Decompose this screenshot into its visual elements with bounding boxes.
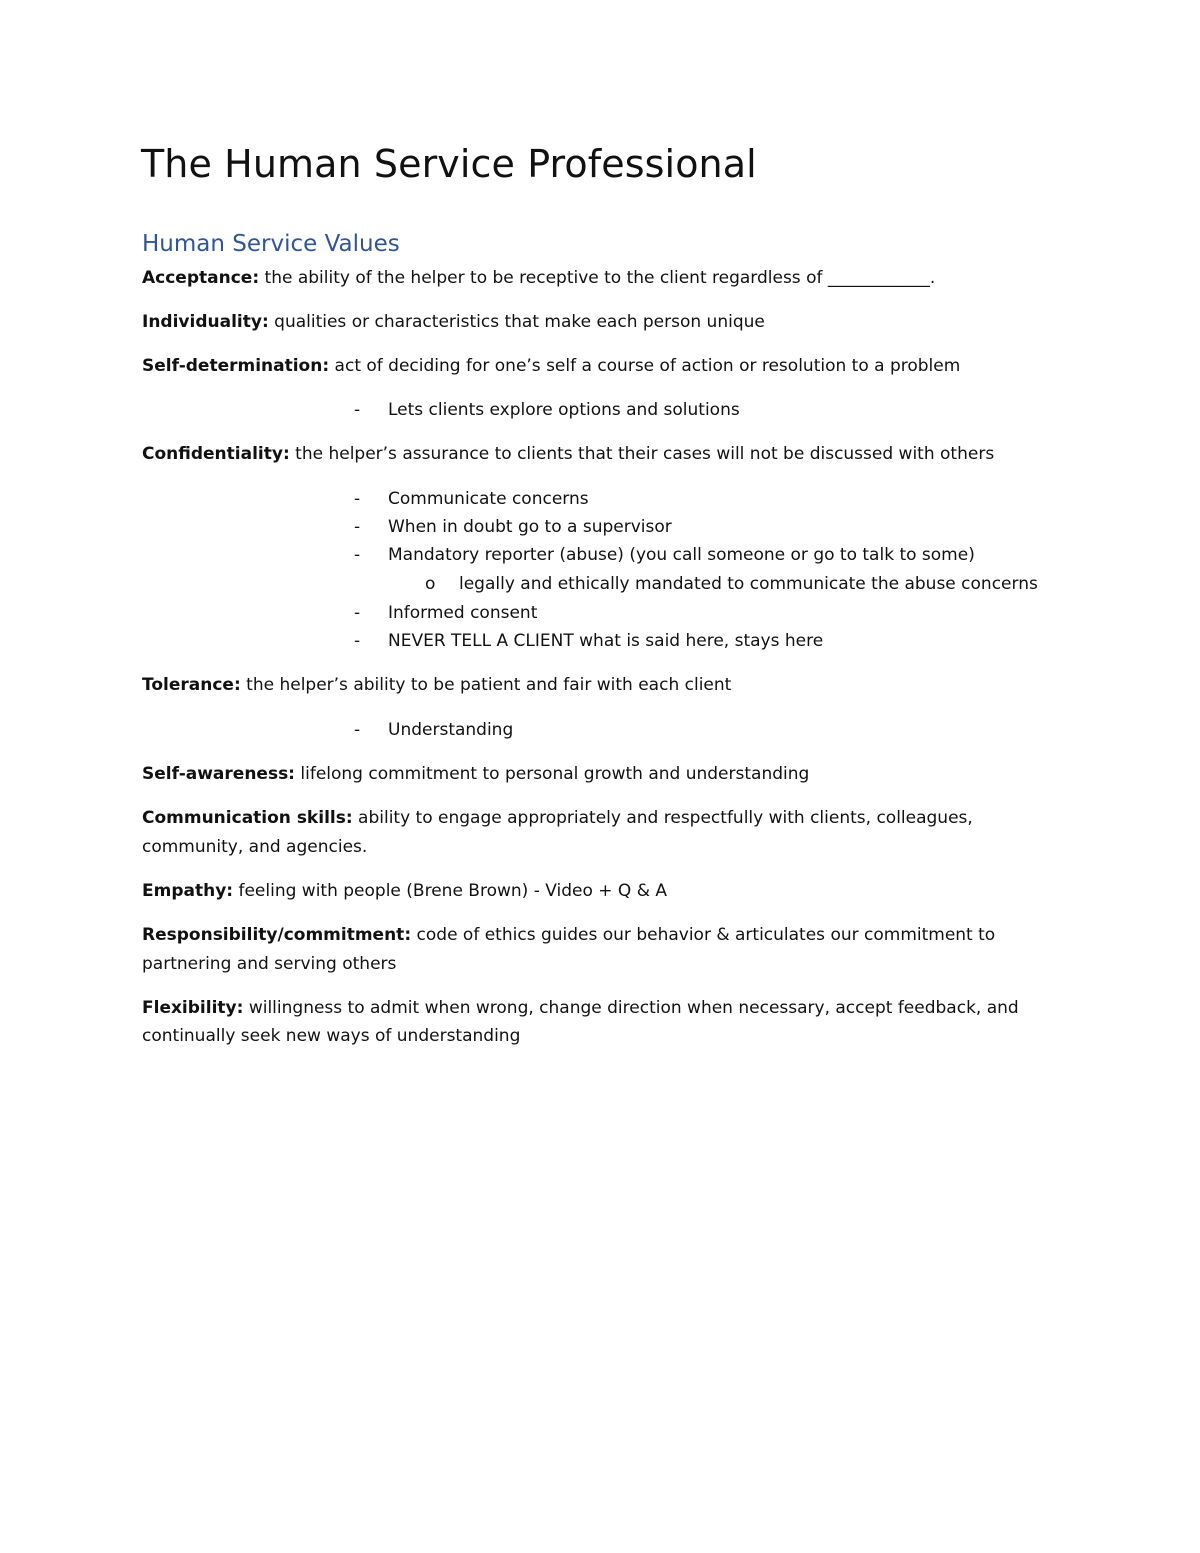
definition-text: qualities or characteristics that make each person unique bbox=[268, 312, 765, 332]
entry-acceptance bbox=[142, 266, 935, 290]
term-label: Acceptance: bbox=[142, 268, 260, 288]
definition-text: act of deciding for one’s self a course of action or resolution to a problem bbox=[329, 356, 961, 376]
definition-text: code of ethics guides our behavior & articulates our commitment to bbox=[411, 925, 996, 945]
entry-responsibility bbox=[142, 923, 995, 947]
definition-continuation: partnering and serving others bbox=[142, 954, 397, 974]
entry-communication-skills bbox=[142, 806, 973, 830]
list-item-text: NEVER TELL A CLIENT what is said here, stays here bbox=[388, 631, 824, 651]
bullet-mark: - bbox=[354, 720, 361, 740]
definition-text: the ability of the helper to be receptive to the client regardless of ____________. bbox=[259, 268, 936, 288]
entry-confidentiality bbox=[142, 442, 994, 466]
list-item-text: legally and ethically mandated to communicate the abuse concerns bbox=[459, 574, 1038, 594]
term-label: Individuality: bbox=[142, 312, 269, 332]
bullet-mark: - bbox=[354, 400, 361, 420]
list-item-text: Informed consent bbox=[388, 603, 538, 623]
entry-flexibility bbox=[142, 996, 1019, 1020]
bullet-mark: - bbox=[354, 603, 361, 623]
definition-text: the helper’s assurance to clients that their cases will not be discussed with others bbox=[289, 444, 995, 464]
page-title: The Human Service Professional bbox=[141, 142, 757, 186]
entry-individuality bbox=[142, 310, 765, 334]
term-label: Self-awareness: bbox=[142, 764, 295, 784]
bullet-mark: - bbox=[354, 517, 361, 537]
term-label: Empathy: bbox=[142, 881, 234, 901]
entry-tolerance bbox=[142, 673, 731, 697]
term-label: Confidentiality: bbox=[142, 444, 290, 464]
definition-text: feeling with people (Brene Brown) - Video + Q & A bbox=[233, 881, 667, 901]
definition-text: ability to engage appropriately and respectfully with clients, colleagues, bbox=[352, 808, 973, 828]
sub-bullet-mark: o bbox=[425, 574, 436, 594]
term-label: Tolerance: bbox=[142, 675, 241, 695]
entry-empathy bbox=[142, 879, 667, 903]
definition-text: the helper’s ability to be patient and fair with each client bbox=[240, 675, 732, 695]
bullet-mark: - bbox=[354, 631, 361, 651]
bullet-mark: - bbox=[354, 489, 361, 509]
term-label: Flexibility: bbox=[142, 998, 244, 1018]
term-label: Responsibility/commitment: bbox=[142, 925, 412, 945]
entry-self-determination bbox=[142, 354, 960, 378]
list-item-text: Mandatory reporter (abuse) (you call someone or go to talk to some) bbox=[388, 545, 975, 565]
list-item-text: Understanding bbox=[388, 720, 514, 740]
definition-text: willingness to admit when wrong, change direction when necessary, accept feedback, and bbox=[243, 998, 1019, 1018]
definition-continuation: continually seek new ways of understanding bbox=[142, 1026, 521, 1046]
list-item-text: When in doubt go to a supervisor bbox=[388, 517, 672, 537]
term-label: Communication skills: bbox=[142, 808, 353, 828]
definition-text: lifelong commitment to personal growth and understanding bbox=[294, 764, 810, 784]
entry-self-awareness bbox=[142, 762, 809, 786]
term-label: Self-determination: bbox=[142, 356, 330, 376]
section-heading: Human Service Values bbox=[142, 231, 400, 257]
bullet-mark: - bbox=[354, 545, 361, 565]
definition-continuation: community, and agencies. bbox=[142, 837, 368, 857]
list-item-text: Lets clients explore options and solutions bbox=[388, 400, 740, 420]
list-item-text: Communicate concerns bbox=[388, 489, 589, 509]
